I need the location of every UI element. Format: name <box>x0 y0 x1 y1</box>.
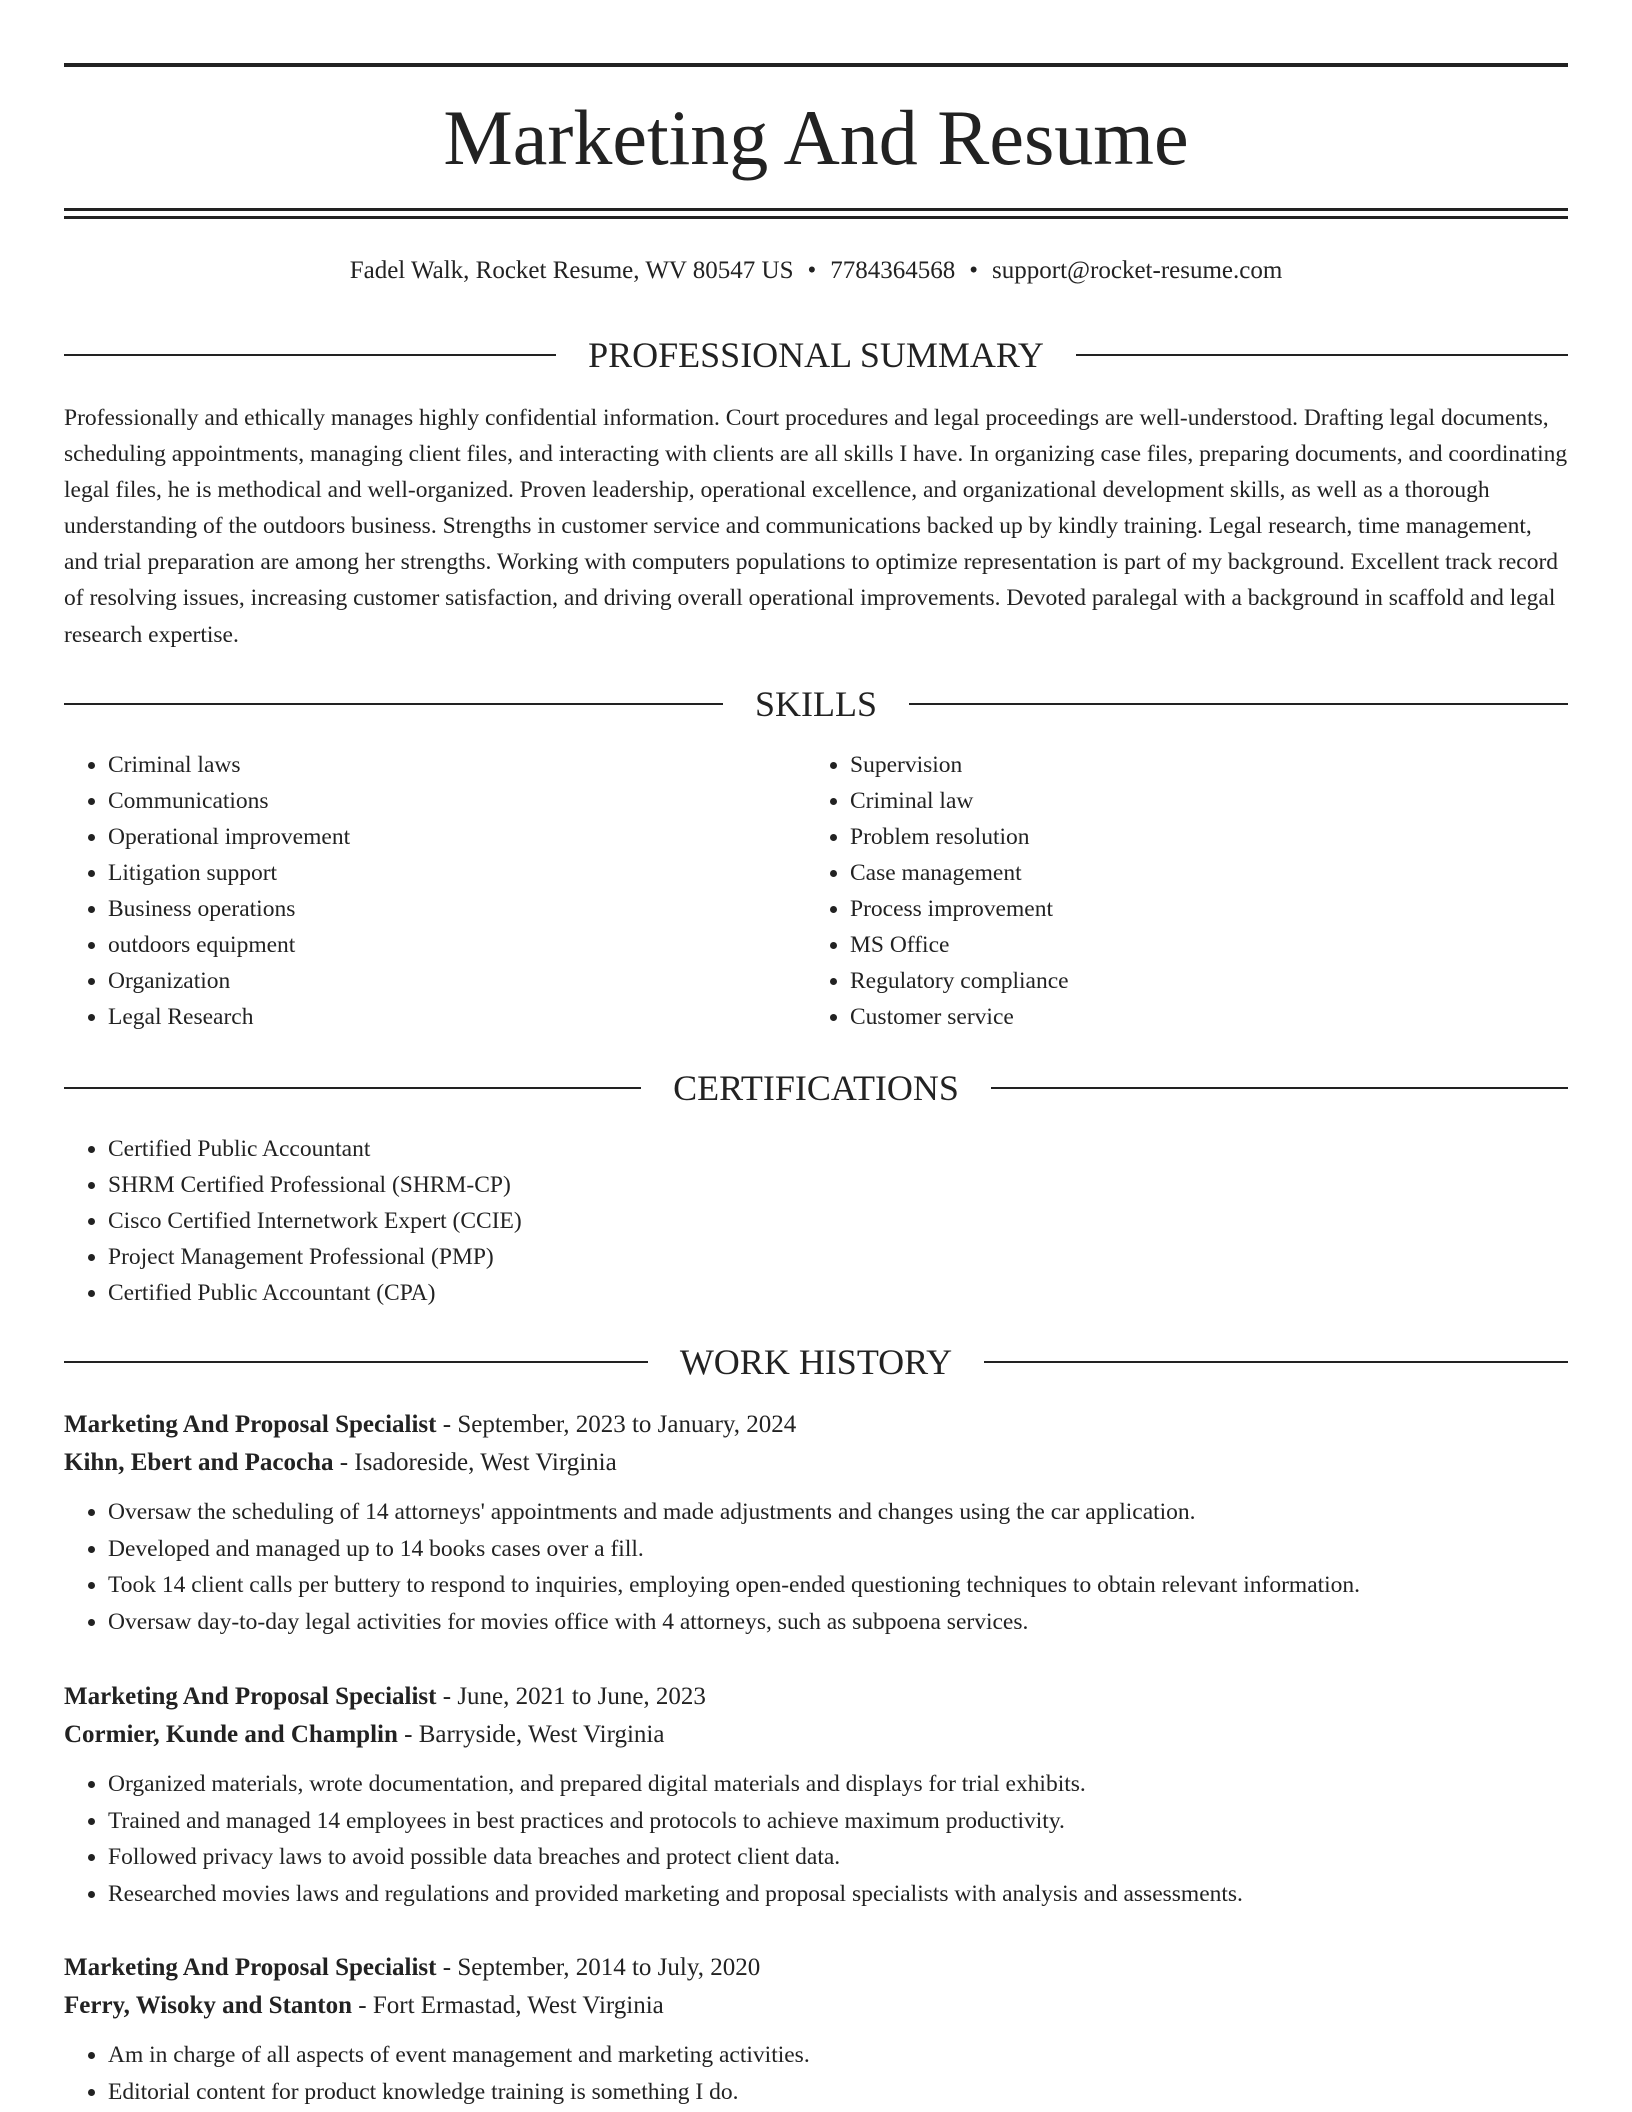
job-bullet: • Trained and managed 14 employees in best practices and protocols to achieve maximum productivity. <box>108 1803 1568 1840</box>
resume-name: Marketing And Resume <box>443 94 1189 181</box>
certification-item: • Certified Public Accountant <box>108 1131 1568 1167</box>
section-rule-left <box>64 354 556 356</box>
section-rule-left <box>64 703 723 705</box>
job-bullet: • Followed privacy laws to avoid possible data breaches and protect client data. <box>108 1839 1568 1876</box>
contact-separator: • <box>807 257 817 284</box>
job-location: - Barryside, West Virginia <box>397 1721 665 1748</box>
contact-phone: 7784364568 <box>830 257 956 284</box>
skill-item: • Litigation support <box>108 855 764 891</box>
job-bullets <box>64 2037 1568 2110</box>
job-bullet: • Editorial content for product knowledge training is something I do. <box>108 2074 1568 2111</box>
job-bullets <box>64 1766 1568 1912</box>
section-title-certifications: CERTIFICATIONS <box>673 1068 959 1108</box>
job-bullet: • Organized materials, wrote documentation, and prepared digital materials and displays for trial exhibits. <box>108 1766 1568 1803</box>
section-rule-left <box>64 1087 641 1089</box>
section-header-certifications <box>64 1066 1568 1110</box>
header-top-rule <box>64 63 1568 67</box>
section-title-summary: PROFESSIONAL SUMMARY <box>588 335 1044 375</box>
contact-separator: • <box>969 257 979 284</box>
section-rule-right <box>909 703 1568 705</box>
section-rule-right <box>1076 354 1568 356</box>
section-rule-right <box>991 1087 1568 1089</box>
job-company: Cormier, Kunde and Champlin <box>64 1721 398 1748</box>
job-entry <box>64 1949 1568 2110</box>
skill-item: • Criminal laws <box>108 747 764 783</box>
skill-item: • Legal Research <box>108 999 764 1035</box>
skill-item: • Customer service <box>850 999 1506 1035</box>
section-header-summary <box>64 333 1568 377</box>
skill-item: • Case management <box>850 855 1506 891</box>
job-company-line <box>64 1987 1568 2025</box>
job-role-line <box>64 1406 1568 1444</box>
section-rule-right <box>984 1361 1568 1363</box>
skill-item: • Regulatory compliance <box>850 963 1506 999</box>
section-header-skills <box>64 682 1568 726</box>
section-rule-left <box>64 1361 648 1363</box>
job-bullet: • Oversaw the scheduling of 14 attorneys' appointments and made adjustments and changes using the car application. <box>108 1494 1568 1531</box>
skills-column-left <box>64 747 764 1035</box>
contact-line <box>64 254 1568 288</box>
job-bullet: • Researched movies laws and regulations and provided marketing and proposal specialists with analysis and assessments. <box>108 1876 1568 1913</box>
job-company: Ferry, Wisoky and Stanton <box>64 1992 353 2019</box>
job-bullet: • Developed and managed up to 14 books cases over a fill. <box>108 1531 1568 1568</box>
skill-item: • Operational improvement <box>108 819 764 855</box>
job-company-line <box>64 1444 1568 1482</box>
skills-list-left <box>64 747 764 1035</box>
job-bullets <box>64 1494 1568 1640</box>
certification-item: • SHRM Certified Professional (SHRM-CP) <box>108 1167 1568 1203</box>
job-location: - Fort Ermastad, West Virginia <box>352 1992 664 2019</box>
skills-column-right <box>806 747 1506 1035</box>
job-entry <box>64 1406 1568 1640</box>
skill-item: • outdoors equipment <box>108 927 764 963</box>
skill-item: • Criminal law <box>850 783 1506 819</box>
skill-item: • Problem resolution <box>850 819 1506 855</box>
header-double-rule-lower <box>64 216 1568 219</box>
certification-item: • Project Management Professional (PMP) <box>108 1239 1568 1275</box>
job-entry <box>64 1678 1568 1912</box>
job-role-line <box>64 1678 1568 1716</box>
certifications-list <box>64 1131 1568 1311</box>
section-title-skills: SKILLS <box>755 684 878 724</box>
job-title: Marketing And Proposal Specialist <box>64 1954 437 1981</box>
skills-list-right <box>806 747 1506 1035</box>
certification-item: • Certified Public Accountant (CPA) <box>108 1275 1568 1311</box>
section-title-work-history: WORK HISTORY <box>679 1342 953 1382</box>
skill-item: • Communications <box>108 783 764 819</box>
job-dates: - September, 2014 to July, 2020 <box>436 1954 761 1981</box>
certifications-block <box>64 1131 1568 1311</box>
job-company-line <box>64 1716 1568 1754</box>
section-header-work-history <box>64 1340 1568 1384</box>
job-bullet: • Oversaw day-to-day legal activities for movies office with 4 attorneys, such as subpoena services. <box>108 1604 1568 1641</box>
header-double-rule-upper <box>64 208 1568 211</box>
job-title: Marketing And Proposal Specialist <box>64 1683 437 1710</box>
contact-address: Fadel Walk, Rocket Resume, WV 80547 US <box>349 257 794 284</box>
job-bullet: • Took 14 client calls per buttery to respond to inquiries, employing open-ended questioning techniques to obtain relevant information. <box>108 1567 1568 1604</box>
job-dates: - September, 2023 to January, 2024 <box>436 1411 797 1438</box>
contact-email: support@rocket-resume.com <box>992 257 1283 284</box>
job-dates: - June, 2021 to June, 2023 <box>436 1683 706 1710</box>
job-location: - Isadoreside, West Virginia <box>333 1449 617 1476</box>
job-bullet: • Am in charge of all aspects of event management and marketing activities. <box>108 2037 1568 2074</box>
skill-item: • Business operations <box>108 891 764 927</box>
certification-item: • Cisco Certified Internetwork Expert (CCIE) <box>108 1203 1568 1239</box>
skill-item: • Organization <box>108 963 764 999</box>
skill-item: • Process improvement <box>850 891 1506 927</box>
skill-item: • Supervision <box>850 747 1506 783</box>
job-role-line <box>64 1949 1568 1987</box>
summary-text: Professionally and ethically manages highly confidential information. Court procedures and legal proceedings are well-understood. Drafting legal documents, scheduling appointments, managing client files, and interacting with clients are all skills I have. In organizing case files, preparing documents, and coordinating legal files, he is methodical and well-organized. Proven leadership, operational excellence, and organizational development skills, as well as a thorough understanding of the outdoors business. Strengths in customer service and communications backed up by kindly training. Legal research, time management, and trial preparation are among her strengths. Working with computers populations to optimize representation is part of my background. Excellent track record of resolving issues, increasing customer satisfaction, and driving overall operational improvements. Devoted paralegal with a background in scaffold and legal research expertise. <box>64 405 1568 648</box>
skill-item: • MS Office <box>850 927 1506 963</box>
job-company: Kihn, Ebert and Pacocha <box>64 1449 334 1476</box>
job-title: Marketing And Proposal Specialist <box>64 1411 437 1438</box>
